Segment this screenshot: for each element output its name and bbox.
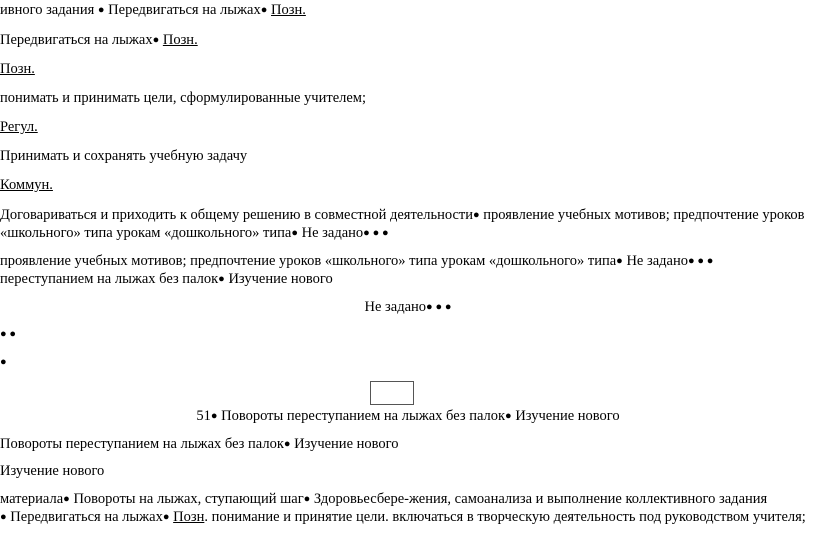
bullet-icon: ● xyxy=(97,4,105,16)
line-text: проявление учебных мотивов; предпочтение уроков xyxy=(479,207,805,223)
text-line-12 xyxy=(0,298,816,317)
bullet-icon: ● xyxy=(218,273,225,285)
line-text: Передвигаться на лыжах xyxy=(0,32,153,48)
text-line-11 xyxy=(0,270,333,289)
line-text: проявление учебных мотивов; предпочтение уроков «школьного» типа урокам «дошкольного» типа xyxy=(0,253,617,269)
bullet-icon: ● xyxy=(505,410,512,422)
pozn-link[interactable]: Позн. xyxy=(271,2,306,18)
line-text: переступанием на лыжах без палок xyxy=(0,271,219,287)
line-text: Не задано xyxy=(622,253,688,269)
bullet-icon: ● xyxy=(0,356,7,368)
line-text: Повороты на лыжах, ступающий шаг xyxy=(69,491,304,507)
line-text: Изучение нового xyxy=(511,408,620,424)
bullet-icon: ● xyxy=(210,410,218,422)
text-line-3 xyxy=(0,60,35,78)
empty-box xyxy=(370,381,414,405)
pozn-link[interactable]: Позн. xyxy=(162,32,198,48)
text-line-6 xyxy=(0,147,247,165)
bullet-dots-icon: ● ● xyxy=(0,328,17,340)
bullet-icon: ● xyxy=(473,209,480,221)
line-text: Договариваться и приходить к общему решению в совместной деятельности xyxy=(0,207,473,223)
line-text: материала xyxy=(0,491,64,507)
line-text: Повороты переступанием на лыжах без палок xyxy=(0,436,284,452)
text-line-18 xyxy=(0,490,767,509)
line-text: Изучение нового xyxy=(224,271,333,287)
line-text: «школьного» типа урокам «дошкольного» типа xyxy=(0,225,292,241)
bullet-icon: ● xyxy=(283,438,291,450)
bullet-icon: ● xyxy=(63,493,70,505)
bullet-icon: ● xyxy=(616,255,623,267)
bullet-icon: ● xyxy=(152,34,160,46)
line-text: . понимание и принятие цели. включаться в творческую деятельность под руководством учителя; xyxy=(204,509,806,525)
regul-heading[interactable]: Регул. xyxy=(0,119,38,135)
bullet-dots-icon: ● ● ● xyxy=(363,227,389,239)
text-line-8 xyxy=(0,206,804,225)
bullet-icon: ● xyxy=(162,511,170,523)
text-line-5 xyxy=(0,118,38,136)
text-line-9 xyxy=(0,224,389,243)
line-text: Не задано xyxy=(364,299,427,315)
text-line-14 xyxy=(0,353,7,372)
line-text: Принимать и сохранять учебную задачу xyxy=(0,148,248,164)
line-text: ивного задания xyxy=(0,2,98,18)
text-line-13 xyxy=(0,325,16,344)
line-text: Передвигаться на лыжах xyxy=(104,2,261,18)
line-text: Передвигаться на лыжах xyxy=(6,509,163,525)
line-text: Повороты переступанием на лыжах без палок xyxy=(217,408,506,424)
text-line-16 xyxy=(0,435,398,454)
line-text: Изучение нового xyxy=(290,436,399,452)
text-line-10 xyxy=(0,252,713,271)
bullet-icon: ● xyxy=(291,227,299,239)
kommun-heading[interactable]: Коммун. xyxy=(0,177,53,193)
line-text: Здоровьесбере-жения, самоанализа и выполнение коллективного задания xyxy=(310,491,768,507)
pozn-heading[interactable]: Позн. xyxy=(0,61,35,77)
bullet-icon: ● xyxy=(0,511,7,523)
bullet-dots-icon: ● ● ● xyxy=(426,301,452,313)
text-line-1 xyxy=(0,1,306,20)
pozn-link[interactable]: Позн xyxy=(173,509,205,525)
bullet-icon: ● xyxy=(303,493,311,505)
text-line-17 xyxy=(0,462,104,480)
line-text: 51 xyxy=(196,408,211,424)
line-text: Изучение нового xyxy=(0,463,105,479)
text-line-19 xyxy=(0,508,806,527)
bullet-dots-icon: ● ● ● xyxy=(687,255,714,267)
line-text: понимать и принимать цели, сформулированные учителем; xyxy=(0,90,367,106)
text-line-2 xyxy=(0,31,198,50)
text-line-7 xyxy=(0,176,53,194)
text-line-15 xyxy=(0,407,816,426)
bullet-icon: ● xyxy=(260,4,268,16)
line-text: Не задано xyxy=(298,225,364,241)
text-line-4 xyxy=(0,89,366,107)
